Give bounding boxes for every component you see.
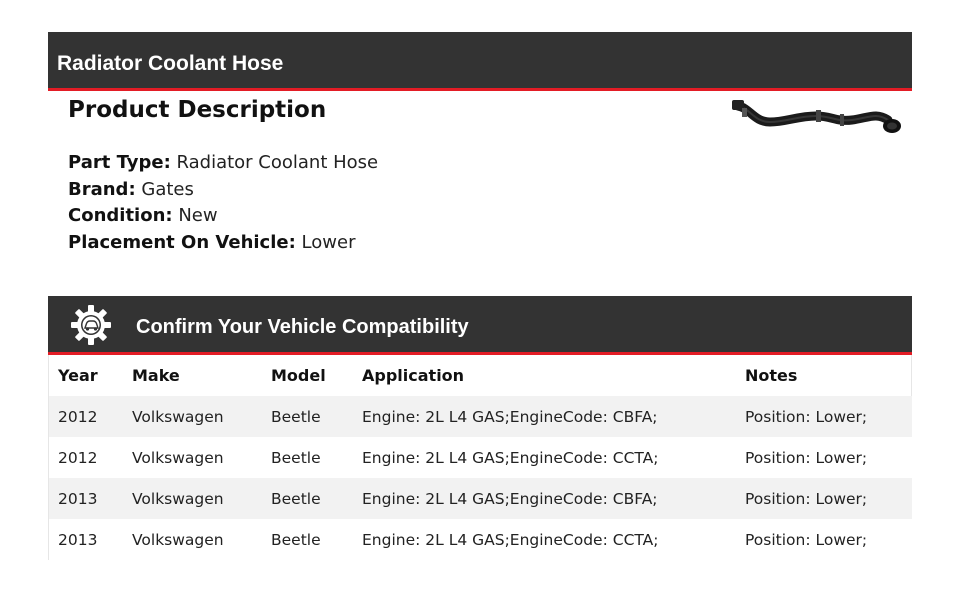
placement-value: Lower <box>301 231 356 253</box>
column-header-year: Year <box>58 366 98 385</box>
column-header-make: Make <box>132 366 180 385</box>
condition-row <box>68 203 378 230</box>
brand-value: Gates <box>141 178 194 200</box>
cell-notes: Position: Lower; <box>745 407 868 426</box>
gear-car-icon <box>70 304 112 346</box>
vehicle-compatibility-bar <box>48 296 912 355</box>
table-row <box>49 437 912 478</box>
cell-application: Engine: 2L L4 GAS;EngineCode: CBFA; <box>362 489 658 508</box>
cell-year: 2012 <box>58 407 98 426</box>
cell-notes: Position: Lower; <box>745 489 868 508</box>
cell-application: Engine: 2L L4 GAS;EngineCode: CCTA; <box>362 448 659 467</box>
compatibility-table <box>49 355 912 560</box>
brand-label: Brand: <box>68 178 136 200</box>
compatibility-title: Confirm Your Vehicle Compatibility <box>136 316 469 338</box>
cell-make: Volkswagen <box>132 489 224 508</box>
condition-label: Condition: <box>68 205 173 226</box>
product-description-heading: Product Description <box>68 97 327 123</box>
cell-model: Beetle <box>271 448 321 467</box>
table-row <box>49 478 912 519</box>
cell-make: Volkswagen <box>132 530 224 549</box>
cell-make: Volkswagen <box>132 448 224 467</box>
part-type-row <box>68 150 378 177</box>
cell-year: 2013 <box>58 530 98 549</box>
column-header-notes: Notes <box>745 366 798 385</box>
table-header-row <box>49 355 912 396</box>
table-row <box>49 396 912 437</box>
product-title-bar <box>48 32 912 91</box>
product-description-list <box>68 150 378 256</box>
brand-row <box>68 177 378 204</box>
cell-notes: Position: Lower; <box>745 530 868 549</box>
column-header-application: Application <box>362 366 465 385</box>
placement-label: Placement On Vehicle: <box>68 231 296 253</box>
compatibility-table-container <box>48 355 912 560</box>
product-title: Radiator Coolant Hose <box>57 52 284 75</box>
cell-application: Engine: 2L L4 GAS;EngineCode: CBFA; <box>362 407 658 426</box>
part-type-value: Radiator Coolant Hose <box>176 152 379 173</box>
cell-application: Engine: 2L L4 GAS;EngineCode: CCTA; <box>362 530 659 549</box>
cell-year: 2012 <box>58 448 98 467</box>
cell-year: 2013 <box>58 489 98 508</box>
cell-make: Volkswagen <box>132 407 224 426</box>
placement-row <box>68 230 378 257</box>
part-type-label: Part Type: <box>68 152 171 173</box>
column-header-model: Model <box>271 366 326 385</box>
table-row <box>49 519 912 560</box>
cell-model: Beetle <box>271 489 321 508</box>
cell-model: Beetle <box>271 530 321 549</box>
cell-notes: Position: Lower; <box>745 448 868 467</box>
cell-model: Beetle <box>271 407 321 426</box>
radiator-hose-image[interactable] <box>728 96 908 140</box>
condition-value: New <box>178 205 218 226</box>
